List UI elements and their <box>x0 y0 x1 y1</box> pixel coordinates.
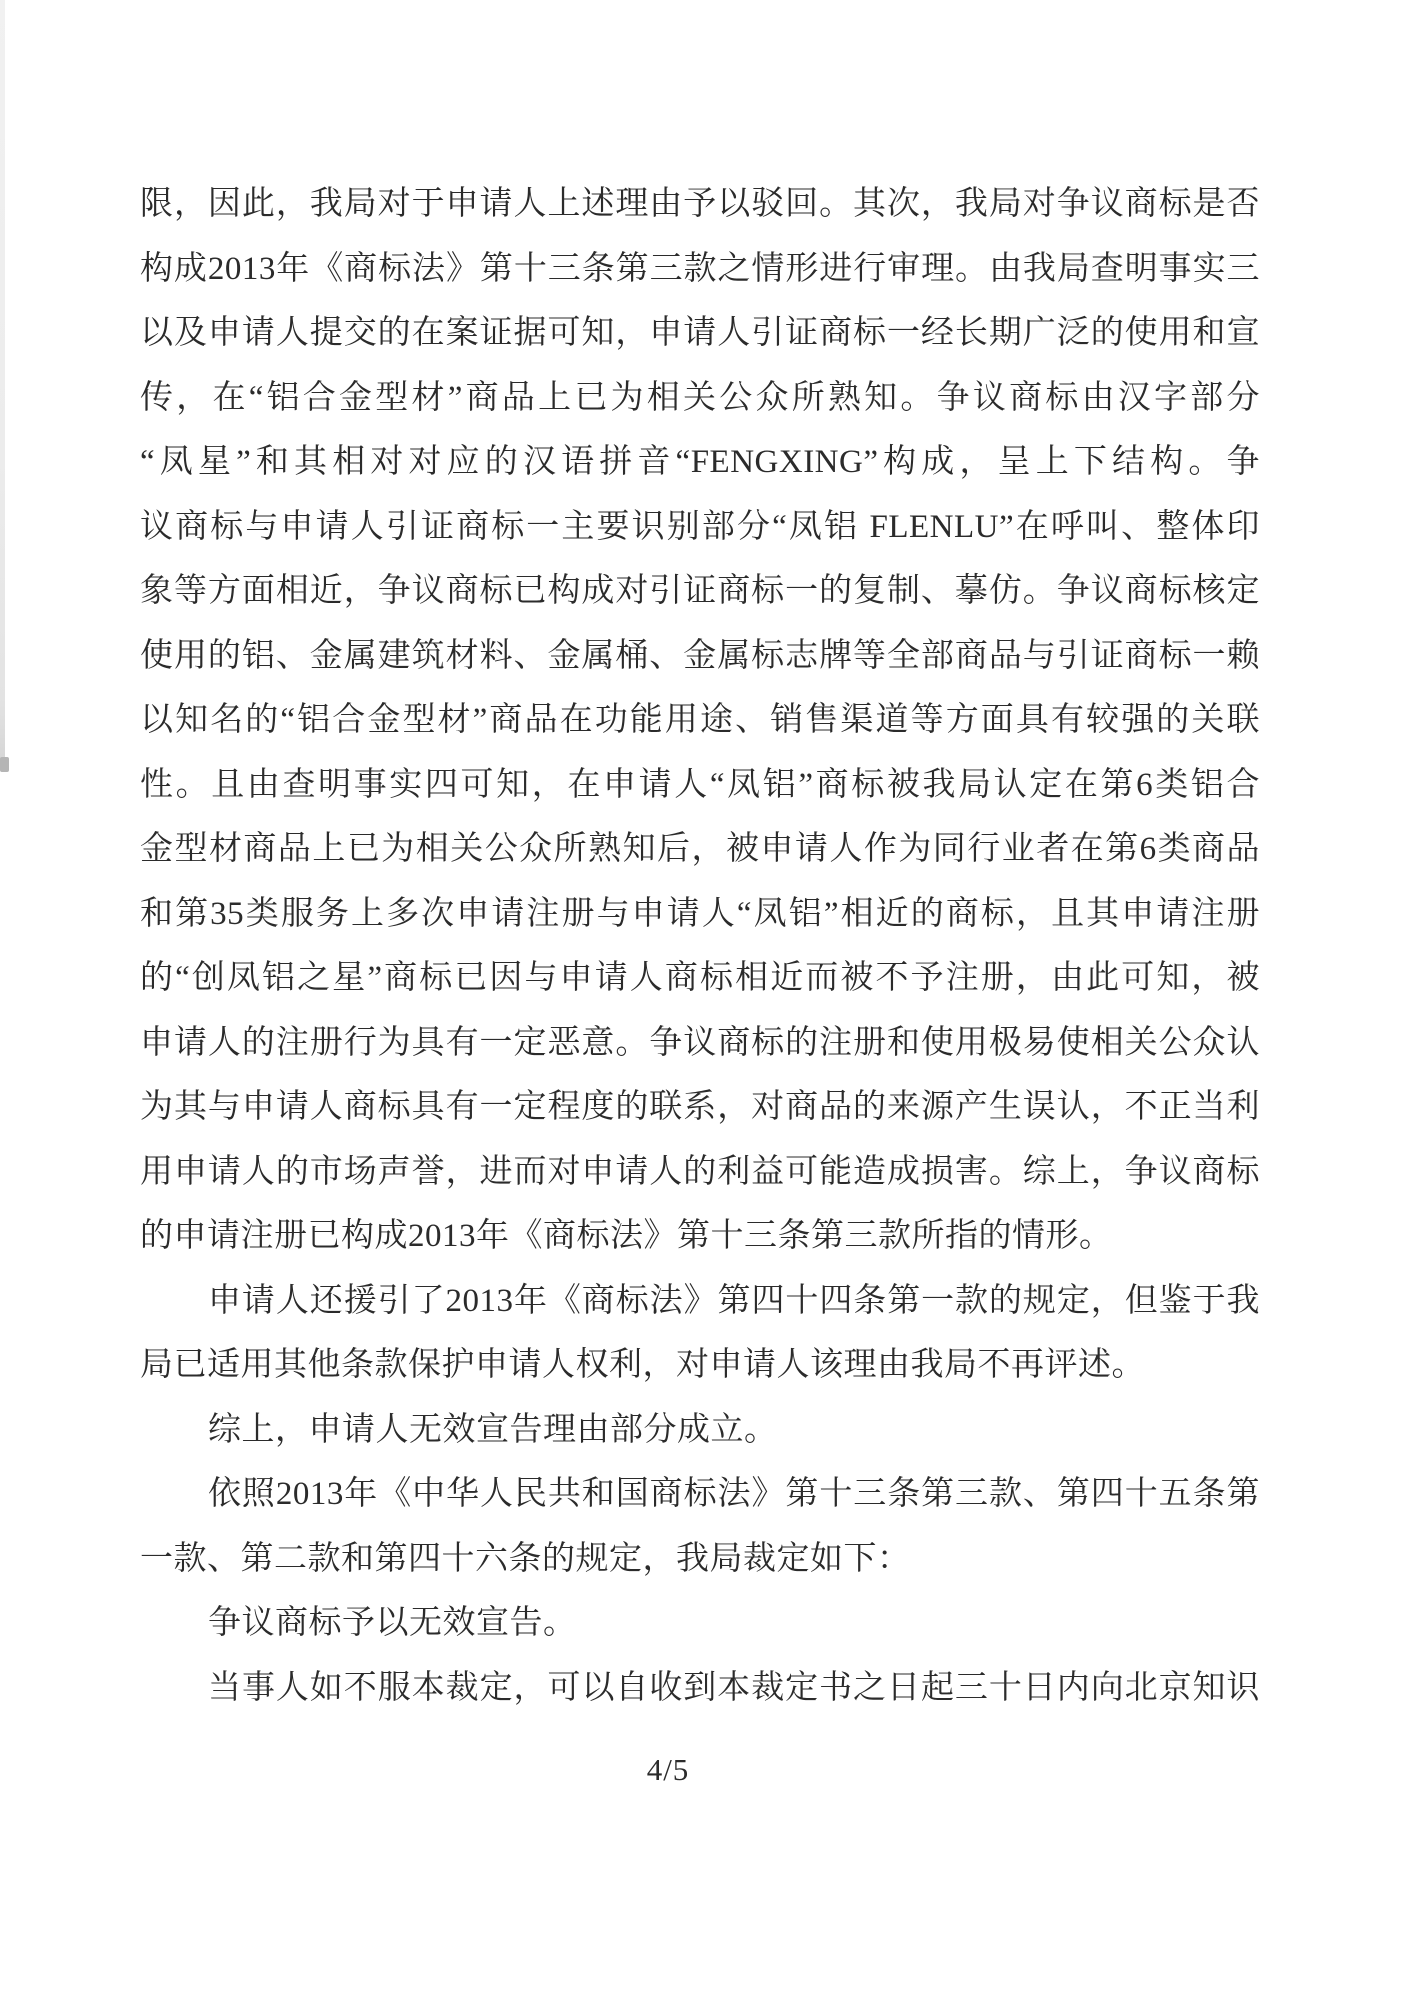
text-line: 申请人还援引了2013年《商标法》第四十四条第一款的规定，但鉴于我 <box>208 1282 1260 1319</box>
scan-edge-artifact <box>0 0 5 760</box>
page-number: 4/5 <box>646 1752 690 1787</box>
text-line: 申请人的注册行为具有一定恶意。争议商标的注册和使用极易使相关公众认 <box>140 1024 1260 1061</box>
text-line: 性。且由查明事实四可知，在申请人“凤铝”商标被我局认定在第6类铝合 <box>140 766 1260 803</box>
text-line: 局已适用其他条款保护申请人权利，对申请人该理由我局不再评述。 <box>140 1347 1145 1383</box>
text-line: 当事人如不服本裁定，可以自收到本裁定书之日起三十日内向北京知识 <box>208 1669 1260 1706</box>
text-line: 象等方面相近，争议商标已构成对引证商标一的复制、摹仿。争议商标核定 <box>140 573 1260 609</box>
text-line: 为其与申请人商标具有一定程度的联系，对商品的来源产生误认，不正当利 <box>140 1089 1260 1125</box>
text-line: 传，在“铝合金型材”商品上已为相关公众所熟知。争议商标由汉字部分 <box>140 379 1260 416</box>
text-line: 依照2013年《中华人民共和国商标法》第十三条第三款、第四十五条第 <box>208 1476 1260 1512</box>
text-line: 使用的铝、金属建筑材料、金属桶、金属标志牌等全部商品与引证商标一赖 <box>140 637 1260 674</box>
text-line: 金型材商品上已为相关公众所熟知后，被申请人作为同行业者在第6类商品 <box>140 831 1260 867</box>
text-line: 和第35类服务上多次申请注册与申请人“凤铝”相近的商标，且其申请注册 <box>140 895 1260 932</box>
text-line: 的申请注册已构成2013年《商标法》第十三条第三款所指的情形。 <box>140 1218 1113 1254</box>
text-line: 限，因此，我局对于申请人上述理由予以驳回。其次，我局对争议商标是否 <box>140 186 1260 222</box>
text-line: 争议商标予以无效宣告。 <box>208 1605 577 1641</box>
text-line: 构成2013年《商标法》第十三条第三款之情形进行审理。由我局查明事实三 <box>140 250 1260 287</box>
text-line: 用申请人的市场声誉，进而对申请人的利益可能造成损害。综上，争议商标 <box>140 1153 1260 1190</box>
scan-edge-mark <box>0 757 9 772</box>
text-line: “凤星”和其相对对应的汉语拼音“FENGXING”构成，呈上下结构。争 <box>140 444 1260 480</box>
text-line: 一款、第二款和第四十六条的规定，我局裁定如下： <box>140 1540 911 1577</box>
text-line: 以知名的“铝合金型材”商品在功能用途、销售渠道等方面具有较强的关联 <box>140 702 1260 738</box>
text-line: 的“创凤铝之星”商标已因与申请人商标相近而被不予注册，由此可知，被 <box>140 960 1260 996</box>
text-line: 以及申请人提交的在案证据可知，申请人引证商标一经长期广泛的使用和宣 <box>140 315 1260 351</box>
body-text <box>140 172 1260 1720</box>
text-line: 议商标与申请人引证商标一主要识别部分“凤铝 FLENLU”在呼叫、整体印 <box>140 508 1260 545</box>
text-line: 综上，申请人无效宣告理由部分成立。 <box>208 1411 778 1448</box>
